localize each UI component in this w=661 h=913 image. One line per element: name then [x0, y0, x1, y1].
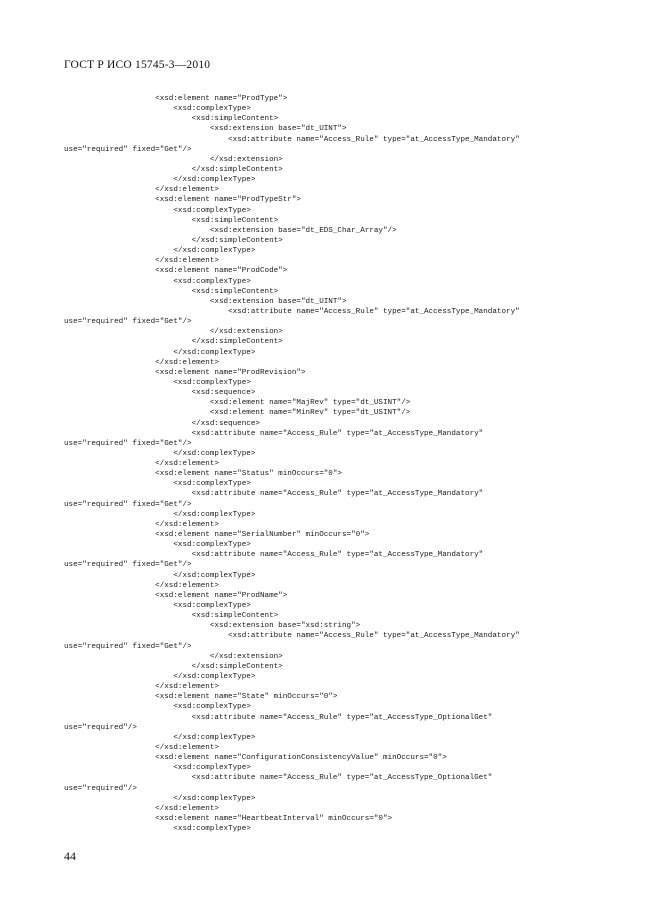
code-line: <xsd:attribute name="Access_Rule" type="at_AccessType_Mandatory" [64, 135, 520, 144]
code-line: <xsd:complexType> [64, 105, 251, 114]
code-line: <xsd:element name="Status" minOccurs="0"> [64, 470, 342, 479]
code-line: use="required" fixed="Get"/> [64, 561, 192, 570]
code-line: <xsd:attribute name="Access_Rule" type="at_AccessType_Mandatory" [64, 632, 520, 641]
code-line: <xsd:complexType> [64, 764, 251, 773]
code-line: <xsd:complexType> [64, 378, 251, 387]
code-line: <xsd:extension base="dt_UINT"> [64, 297, 347, 306]
code-line: <xsd:attribute name="Access_Rule" type="at_AccessType_Mandatory" [64, 551, 484, 560]
code-line: use="required"/> [64, 723, 137, 732]
code-line: </xsd:complexType> [64, 794, 256, 803]
code-line: <xsd:element name="MajRev" type="dt_USINT"/> [64, 399, 411, 408]
code-line: <xsd:complexType> [64, 277, 251, 286]
code-line: </xsd:element> [64, 744, 219, 752]
code-line: </xsd:extension> [64, 155, 283, 164]
code-line: </xsd:complexType> [64, 733, 256, 742]
code-line: <xsd:element name="ProdCode"> [64, 267, 288, 276]
code-line: <xsd:element name="ConfigurationConsistencyValue" minOccurs="0"> [64, 754, 447, 763]
code-line: </xsd:simpleContent> [64, 662, 283, 671]
code-line: <xsd:element name="ProdRevision"> [64, 368, 306, 377]
code-line: use="required" fixed="Get"/> [64, 439, 192, 448]
code-line: <xsd:attribute name="Access_Rule" type="at_AccessType_Mandatory" [64, 307, 520, 316]
code-line: <xsd:simpleContent> [64, 612, 279, 621]
code-line: <xsd:element name="HeartbeatInterval" minOccurs="0"> [64, 814, 393, 823]
code-line: <xsd:element name="ProdType"> [64, 95, 288, 103]
code-line: <xsd:complexType> [64, 480, 251, 489]
code-line: <xsd:simpleContent> [64, 216, 279, 225]
code-line: <xsd:element name="MinRev" type="dt_USINT"/> [64, 409, 411, 418]
code-line: </xsd:element> [64, 460, 219, 469]
code-line: <xsd:complexType> [64, 206, 251, 215]
code-line: </xsd:element> [64, 358, 219, 367]
code-line: </xsd:simpleContent> [64, 236, 283, 245]
code-line: </xsd:extension> [64, 652, 283, 661]
code-line: <xsd:complexType> [64, 602, 251, 611]
code-line: </xsd:simpleContent> [64, 338, 283, 347]
code-line: <xsd:sequence> [64, 389, 256, 398]
code-line: </xsd:complexType> [64, 247, 256, 256]
code-line: use="required" fixed="Get"/> [64, 500, 192, 509]
code-line: </xsd:element> [64, 683, 219, 692]
code-line: <xsd:complexType> [64, 825, 251, 834]
code-line: <xsd:attribute name="Access_Rule" type="at_AccessType_OptionalGet" [64, 713, 493, 722]
code-line: </xsd:complexType> [64, 176, 256, 185]
code-line: <xsd:element name="SerialNumber" minOccurs="0"> [64, 531, 370, 540]
code-line: use="required" fixed="Get"/> [64, 642, 192, 651]
code-line: </xsd:complexType> [64, 571, 256, 580]
code-line: </xsd:complexType> [64, 449, 256, 458]
code-line: </xsd:sequence> [64, 419, 260, 428]
code-line: <xsd:element name="ProdTypeStr"> [64, 196, 301, 205]
code-line: use="required" fixed="Get"/> [64, 145, 192, 154]
page-header-title: ГОСТ Р ИСО 15745-3—2010 [64, 59, 211, 71]
code-line: <xsd:simpleContent> [64, 287, 279, 296]
code-line: </xsd:element> [64, 804, 219, 813]
code-line: </xsd:complexType> [64, 510, 256, 519]
code-line: <xsd:element name="State" minOccurs="0"> [64, 693, 338, 702]
code-line: <xsd:element name="ProdName"> [64, 591, 288, 600]
code-line: </xsd:element> [64, 581, 219, 590]
code-line: <xsd:complexType> [64, 541, 251, 550]
code-line: use="required"/> [64, 784, 137, 793]
code-line: <xsd:attribute name="Access_Rule" type="at_AccessType_Mandatory" [64, 490, 484, 499]
code-line: </xsd:element> [64, 186, 219, 195]
code-line: <xsd:attribute name="Access_Rule" type="at_AccessType_OptionalGet" [64, 774, 493, 783]
code-line: </xsd:element> [64, 257, 219, 266]
code-line: <xsd:extension base="dt_EDS_Char_Array"/> [64, 226, 397, 235]
code-line: </xsd:complexType> [64, 348, 256, 357]
page-number: 44 [64, 849, 76, 863]
code-line: </xsd:simpleContent> [64, 165, 283, 174]
code-line: <xsd:complexType> [64, 703, 251, 712]
code-line: <xsd:attribute name="Access_Rule" type="at_AccessType_Mandatory" [64, 429, 484, 438]
code-line: </xsd:complexType> [64, 673, 256, 682]
code-line: <xsd:simpleContent> [64, 115, 279, 124]
xml-schema-code-block [64, 94, 644, 834]
code-line: </xsd:element> [64, 520, 219, 529]
code-line: use="required" fixed="Get"/> [64, 318, 192, 327]
code-line: <xsd:extension base="xsd:string"> [64, 622, 361, 631]
code-line: <xsd:extension base="dt_UINT"> [64, 125, 347, 134]
code-line: </xsd:extension> [64, 328, 283, 337]
